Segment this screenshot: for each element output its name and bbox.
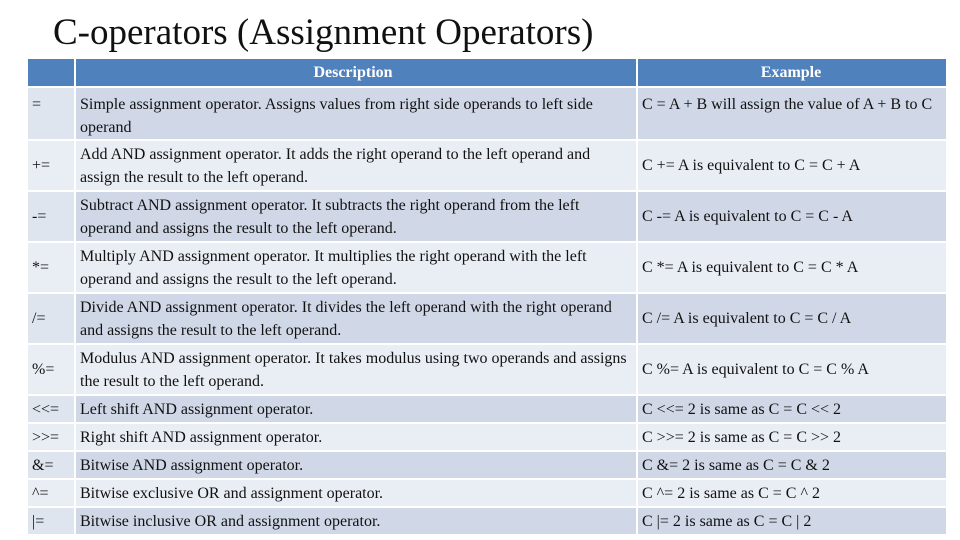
operator-cell: &= (27, 451, 75, 479)
example-cell: C >>= 2 is same as C = C >> 2 (637, 423, 947, 451)
example-cell: C -= A is equivalent to C = C - A (637, 191, 947, 242)
description-cell: Bitwise AND assignment operator. (75, 451, 637, 479)
example-cell: C /= A is equivalent to C = C / A (637, 293, 947, 344)
description-cell: Right shift AND assignment operator. (75, 423, 637, 451)
table-row (27, 507, 947, 535)
slide-title: C-operators (Assignment Operators) (53, 12, 594, 53)
description-cell: Bitwise exclusive OR and assignment operator. (75, 479, 637, 507)
operator-cell: -= (27, 191, 75, 242)
example-cell: C <<= 2 is same as C = C << 2 (637, 395, 947, 423)
operator-cell: >>= (27, 423, 75, 451)
description-cell: Add AND assignment operator. It adds the right operand to the left operand and assign the result to the left operand. (75, 140, 637, 191)
table-row (27, 191, 947, 242)
table-header-row (27, 58, 947, 87)
example-cell: C %= A is equivalent to C = C % A (637, 344, 947, 395)
example-cell: C ^= 2 is same as C = C ^ 2 (637, 479, 947, 507)
operator-cell: ^= (27, 479, 75, 507)
example-cell: C &= 2 is same as C = C & 2 (637, 451, 947, 479)
description-cell: Bitwise inclusive OR and assignment operator. (75, 507, 637, 535)
operator-column-header (27, 58, 75, 87)
example-cell: C += A is equivalent to C = C + A (637, 140, 947, 191)
description-cell: Multiply AND assignment operator. It multiplies the right operand with the left operand and assigns the result to the left operand. (75, 242, 637, 293)
operator-cell: = (27, 87, 75, 140)
description-cell: Left shift AND assignment operator. (75, 395, 637, 423)
table-row (27, 423, 947, 451)
example-column-header: Example (637, 58, 947, 87)
description-cell: Divide AND assignment operator. It divides the left operand with the right operand and assigns the result to the left operand. (75, 293, 637, 344)
description-cell: Subtract AND assignment operator. It subtracts the right operand from the left operand and assigns the result to the left operand. (75, 191, 637, 242)
table-row (27, 293, 947, 344)
example-cell: C |= 2 is same as C = C | 2 (637, 507, 947, 535)
assignment-operators-table (26, 57, 948, 536)
example-cell: C = A + B will assign the value of A + B to C (637, 87, 947, 140)
operator-cell: <<= (27, 395, 75, 423)
table-row (27, 395, 947, 423)
table-row (27, 479, 947, 507)
example-cell: C *= A is equivalent to C = C * A (637, 242, 947, 293)
operator-cell: += (27, 140, 75, 191)
description-column-header: Description (75, 58, 637, 87)
operator-cell: %= (27, 344, 75, 395)
table-row (27, 451, 947, 479)
table-row (27, 242, 947, 293)
table-row (27, 87, 947, 140)
table-row (27, 344, 947, 395)
operator-cell: |= (27, 507, 75, 535)
description-cell: Simple assignment operator. Assigns values from right side operands to left side operand (75, 87, 637, 140)
table-row (27, 140, 947, 191)
operator-cell: /= (27, 293, 75, 344)
operator-cell: *= (27, 242, 75, 293)
description-cell: Modulus AND assignment operator. It takes modulus using two operands and assigns the result to the left operand. (75, 344, 637, 395)
